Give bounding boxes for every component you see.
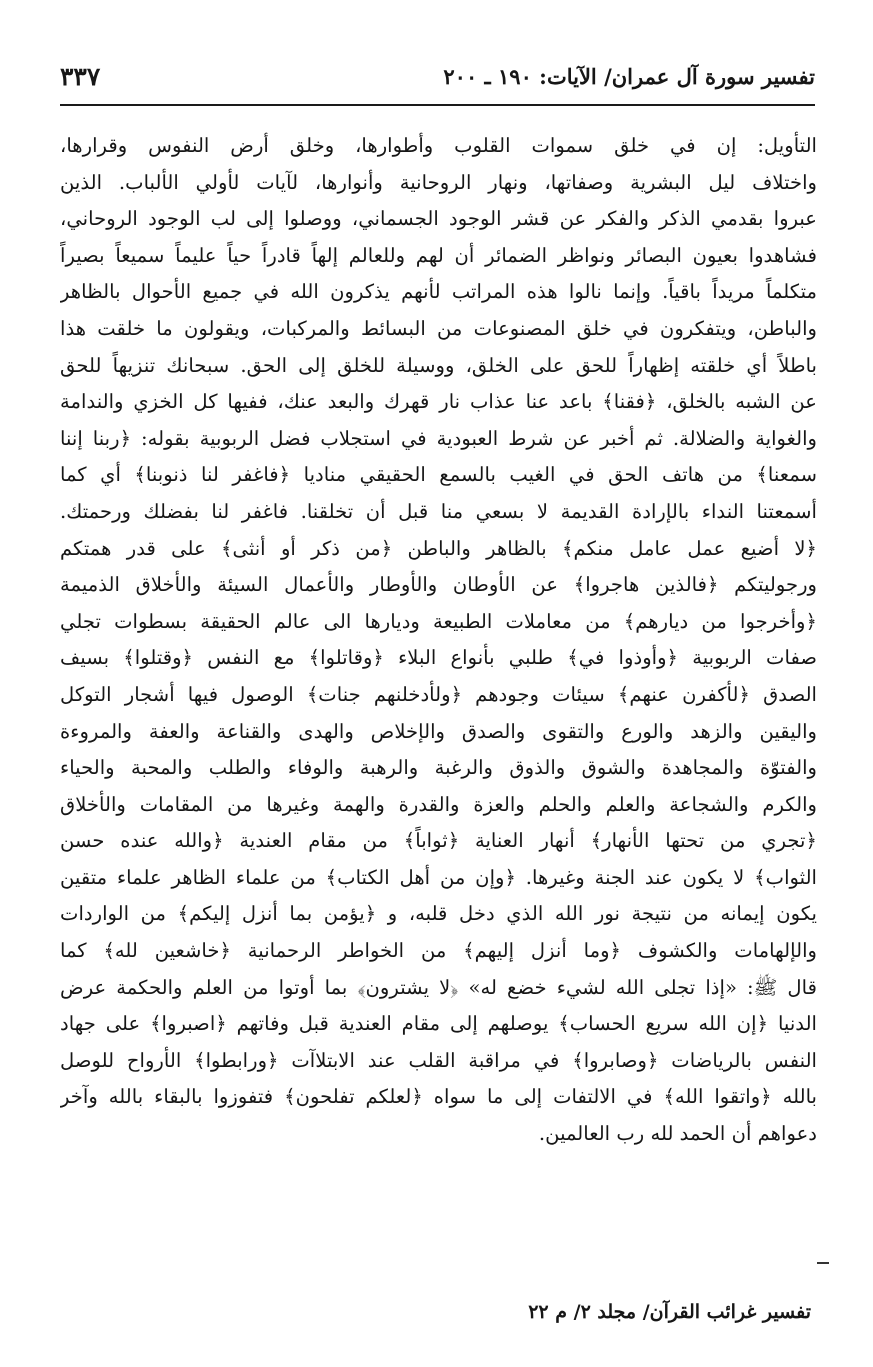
text-line: الثواب﴾ لا يكون عند الجنة وغيرها. ﴿وإن من أهل الكتاب﴾ من علماء الظاهر علماء متقين xyxy=(60,865,817,889)
text-line: باطلاً أي خلقته إظهاراً للحق على الخلق، ووسيلة للخلق إلى الحق. سبحانك تنزيهاً للحق xyxy=(60,353,817,377)
page-footer: تفسير غرائب القرآن/ مجلد ٢/ م ٢٢ xyxy=(528,1301,811,1323)
text-line: يكون إيمانه من نتيجة نور الله الذي دخل قلبه، و ﴿يؤمن بما أنزل إليكم﴾ من الواردات xyxy=(60,902,817,926)
header-title: تفسير سورة آل عمران/ الآيات: ١٩٠ ـ ٢٠٠ xyxy=(443,64,815,89)
text-line: ﴿وأخرجوا من ديارهم﴾ من معاملات الطبيعة وديارها الى عالم الحقيقة بسطوات تجلي xyxy=(60,609,817,633)
text-line: والكرم والشجاعة والعلم والحلم والعزة والقدرة والهمة وغيرها من المقامات والأخلاق xyxy=(60,792,817,816)
text-line: فشاهدوا بعيون البصائر ونواظر الضمائر أن لهم وللعالم إلهاً قادراً حياً عليماً سميعاً بصيراً xyxy=(60,243,817,267)
commentary-text xyxy=(60,128,817,1153)
text-line: والفتوّة والمجاهدة والشوق والذوق والرغبة والرهبة والوفاء والطلب والمحبة والحياء xyxy=(60,756,817,780)
text-line: صفات الربوبية ﴿وأوذوا في﴾ طلبي بأنواع البلاء ﴿وقاتلوا﴾ مع النفس ﴿وقتلوا﴾ بسيف xyxy=(60,646,817,670)
text-line: الدنيا ﴿إن الله سريع الحساب﴾ يوصلهم إلى مقام العندية قبل وفاتهم ﴿اصبروا﴾ على جهاد xyxy=(60,1012,817,1036)
text-line: واختلاف ليل البشرية وصفاتها، ونهار الروحانية وأنوارها، لآيات لأولي الألباب. الذين xyxy=(60,170,817,194)
text-line: والإلهامات والكشوف ﴿وما أنزل إليهم﴾ من الخواطر الرحمانية ﴿خاشعين لله﴾ كما xyxy=(60,939,817,963)
print-mark xyxy=(817,1262,829,1264)
text-line: متكلماً مريداً باقياً. وإنما نالوا هذه المراتب لأنهم يذكرون الله في جميع الأحوال بالظاهر xyxy=(60,280,817,304)
text-line-last: دعواهم أن الحمد لله رب العالمين. xyxy=(538,1122,817,1146)
text-line: ﴿تجري من تحتها الأنهار﴾ أنهار العناية ﴿ثواباً﴾ من مقام العندية ﴿والله عنده حسن xyxy=(60,829,817,853)
text-line: الصدق ﴿لأكفرن عنهم﴾ سيئات وجودهم ﴿ولأدخلنهم جنات﴾ الوصول فيها أشجار التوكل xyxy=(60,682,817,706)
running-header xyxy=(60,58,815,106)
text-line: عن الشبه بالخلق، ﴿فقنا﴾ باعد عنا عذاب نار قهرك والبعد عنك، ففيها كل الخزي والندامة xyxy=(60,390,817,414)
text-line: قال ﷺ: «إذا تجلى الله لشيء خضع له» ﴿لا يشترون﴾ بما أوتوا من العلم والحكمة عرض xyxy=(60,975,817,999)
text-line: والغواية والضلالة. ثم أخبر عن شرط العبودية في استجلاب فضل الربوبية بقوله: ﴿ربنا إننا xyxy=(60,426,817,450)
text-line: ورجوليتكم ﴿فالذين هاجروا﴾ عن الأوطان والأوطار والأعمال السيئة والأخلاق الذميمة xyxy=(60,573,817,597)
text-line: بالله ﴿واتقوا الله﴾ في الالتفات إلى ما سواه ﴿لعلكم تفلحون﴾ فتفوزوا بالبقاء بالله وآخر xyxy=(60,1085,817,1109)
text-line: والباطن، ويتفكرون في خلق المصنوعات من البسائط والمركبات، ويقولون ما خلقت هذا xyxy=(60,316,817,340)
text-line: سمعنا﴾ من هاتف الحق في الغيب بالسمع الحقيقي مناديا ﴿فاغفر لنا ذنوبنا﴾ أي كما xyxy=(60,463,817,487)
page-number: ٣٣٧ xyxy=(60,62,101,91)
text-line: أسمعتنا النداء بالإرادة القديمة لا بسعي منا قبل أن تخلقنا. فاغفر لنا بفضلك ورحمتك. xyxy=(60,499,817,523)
text-line: عبروا بقدمي الذكر والفكر عن قشر الوجود الجسماني، ووصلوا إلى لب الوجود الروحاني، xyxy=(60,207,817,231)
text-line: ﴿لا أضيع عمل عامل منكم﴾ بالظاهر والباطن ﴿من ذكر أو أنثى﴾ على قدر همتكم xyxy=(60,536,817,560)
text-line: التأويل: إن في خلق سموات القلوب وأطوارها، وخلق أرض النفوس وقرارها، xyxy=(60,134,817,157)
text-line: واليقين والزهد والورع والتقوى والصدق والإخلاص والهدى والقناعة والعفة والمروءة xyxy=(60,719,817,743)
text-line: النفس بالرياضات ﴿وصابروا﴾ في مراقبة القلب عند الابتلاآت ﴿ورابطوا﴾ الأرواح للوصل xyxy=(60,1048,817,1072)
